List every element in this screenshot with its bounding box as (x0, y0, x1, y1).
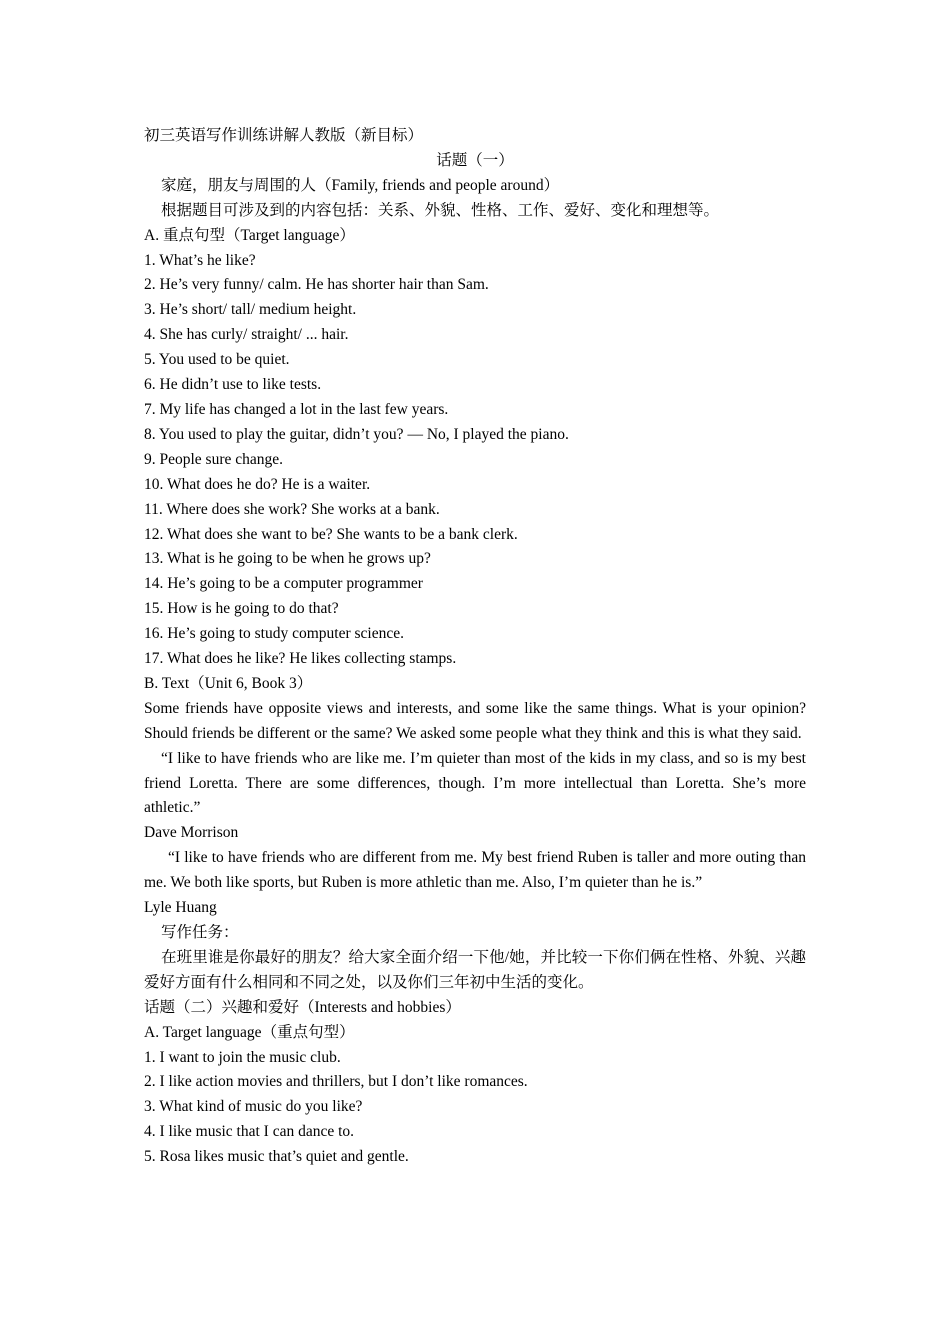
list-item: 9. People sure change. (144, 450, 284, 468)
list-item: 12. What does she want to be? She wants to be a bank clerk. (144, 525, 518, 543)
topic1-heading: 话题（一） (436, 151, 514, 169)
list-item: 3. What kind of music do you like? (144, 1098, 363, 1116)
topic2-heading: 话题（二）兴趣和爱好（Interests and hobbies） (144, 998, 461, 1016)
list-item: 4. She has curly/ straight/ ... hair. (144, 326, 349, 344)
list-item: 14. He’s going to be a computer programmer (144, 575, 423, 593)
list-item: 17. What does he like? He likes collecting stamps. (144, 650, 457, 668)
list-item: 1. I want to join the music club. (144, 1048, 341, 1066)
topic1-scope: 根据题目可涉及到的内容包括：关系、外貌、性格、工作、爱好、变化和理想等。 (161, 201, 720, 219)
list-item: 11. Where does she work? She works at a bank. (144, 500, 440, 518)
list-item: 1. What’s he like? (144, 251, 256, 269)
list-item: 3. He’s short/ tall/ medium height. (144, 301, 357, 319)
quote-author-2: Lyle Huang (144, 899, 217, 917)
list-item: 16. He’s going to study computer science. (144, 625, 405, 643)
document-title: 初三英语写作训练讲解人教版（新目标） (144, 127, 424, 144)
list-item: 2. I like action movies and thrillers, but I don’t like romances. (144, 1073, 528, 1091)
writing-task-label: 写作任务： (161, 924, 239, 941)
list-item: 15. How is he going to do that? (144, 600, 339, 618)
quote-author-1: Dave Morrison (144, 824, 239, 842)
list-item: 6. He didn’t use to like tests. (144, 376, 322, 394)
document-page (144, 124, 806, 1170)
list-item: 5. You used to be quiet. (144, 351, 290, 369)
list-item: 13. What is he going to be when he grows up? (144, 550, 431, 568)
list-item: 8. You used to play the guitar, didn’t you? — No, I played the piano. (144, 425, 569, 443)
quote-paragraph-1: “I like to have friends who are like me. I’m quieter than most of the kids in my class, and so is my best friend Loretta. There are some differences, though. I’m more intellectual than Loretta. She’s more athletic.” (144, 749, 806, 817)
list-item: 10. What does he do? He is a waiter. (144, 475, 371, 493)
topic1-sentence-list (144, 249, 806, 672)
topic2-sentence-list (144, 1046, 806, 1171)
list-item: 5. Rosa likes music that’s quiet and gentle. (144, 1148, 409, 1166)
list-item: 4. I like music that I can dance to. (144, 1123, 355, 1141)
list-item: 2. He’s very funny/ calm. He has shorter hair than Sam. (144, 276, 489, 294)
topic1-section-a-heading: A. 重点句型（Target language） (144, 226, 355, 244)
list-item: 7. My life has changed a lot in the last few years. (144, 400, 449, 418)
topic1-section-b-heading: B. Text（Unit 6, Book 3） (144, 674, 313, 692)
text-intro-paragraph: Some friends have opposite views and interests, and some like the same things. What is your opinion? Should friends be different or the same? We asked some people what they think and this is what they said. (144, 699, 806, 742)
topic2-section-a-heading: A. Target language（重点句型） (144, 1023, 355, 1041)
topic1-subtitle: 家庭，朋友与周围的人（Family, friends and people around） (161, 176, 560, 194)
quote-paragraph-2: “I like to have friends who are different from me. My best friend Ruben is taller and more outing than me. We both like sports, but Ruben is more athletic than me. Also, I’m quieter than he is.” (144, 849, 806, 892)
writing-task-text: 在班里谁是你最好的朋友？给大家全面介绍一下他/她，并比较一下你们俩在性格、外貌、兴趣爱好方面有什么相同和不同之处，以及你们三年初中生活的变化。 (144, 948, 806, 991)
